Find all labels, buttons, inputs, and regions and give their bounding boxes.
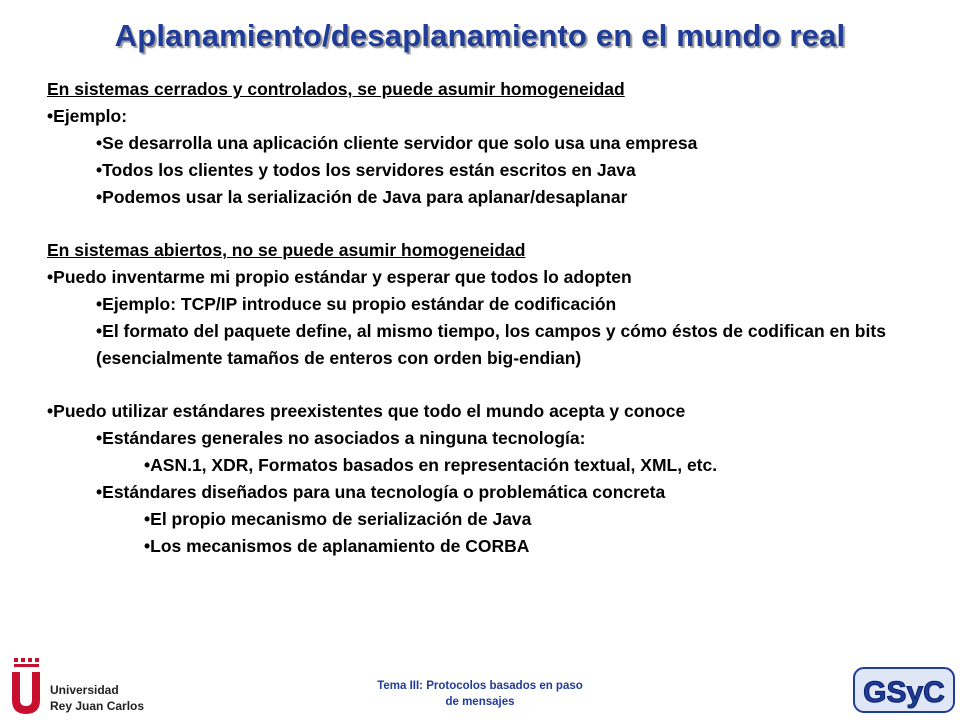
bullet-icon: • bbox=[96, 294, 103, 314]
list-item: •El propio mecanismo de serialización de Java bbox=[144, 509, 532, 529]
bullet-icon: • bbox=[96, 482, 103, 502]
list-item: •ASN.1, XDR, Formatos basados en representación textual, XML, etc. bbox=[144, 455, 718, 475]
list-item: •Se desarrolla una aplicación cliente servidor que solo usa una empresa bbox=[96, 133, 698, 153]
list-item: •Ejemplo: TCP/IP introduce su propio estándar de codificación bbox=[96, 294, 617, 314]
bullet-icon: • bbox=[96, 187, 103, 207]
bullet-icon: • bbox=[144, 455, 151, 475]
list-item: •Todos los clientes y todos los servidores están escritos en Java bbox=[96, 160, 636, 180]
bullet-icon: • bbox=[47, 401, 54, 421]
bullet-icon: • bbox=[96, 160, 103, 180]
svg-text:GSyC: GSyC bbox=[863, 676, 945, 709]
svg-text:Universidad: Universidad bbox=[50, 683, 119, 697]
bullet-icon: • bbox=[47, 267, 54, 287]
footer-caption bbox=[330, 678, 630, 710]
urjc-logo-icon bbox=[8, 656, 168, 718]
footer-line-1: Tema III: Protocolos basados en paso bbox=[377, 680, 583, 692]
svg-text:Rey Juan Carlos: Rey Juan Carlos bbox=[50, 699, 145, 713]
list-item: •Los mecanismos de aplanamiento de CORBA bbox=[144, 536, 530, 556]
list-item: •Estándares diseñados para una tecnología o problemática concreta bbox=[96, 482, 666, 502]
bullet-icon: • bbox=[144, 536, 151, 556]
slide-body bbox=[47, 76, 927, 560]
slide-title: Aplanamiento/desaplanamiento en el mundo real bbox=[114, 18, 846, 53]
bullet-icon: • bbox=[96, 133, 103, 153]
bullet-icon: • bbox=[96, 321, 103, 341]
bullet-icon: • bbox=[47, 106, 54, 126]
list-item: •Ejemplo: bbox=[47, 106, 128, 126]
section-heading-open: En sistemas abiertos, no se puede asumir homogeneidad bbox=[47, 240, 526, 260]
urjc-logo bbox=[8, 656, 168, 718]
section-heading-closed: En sistemas cerrados y controlados, se puede asumir homogeneidad bbox=[47, 79, 625, 99]
gsyc-logo bbox=[852, 664, 956, 716]
list-item: •Estándares generales no asociados a ninguna tecnología: bbox=[96, 428, 586, 448]
gsyc-logo-icon bbox=[852, 664, 956, 716]
bullet-icon: • bbox=[96, 428, 103, 448]
list-item: •Puedo inventarme mi propio estándar y esperar que todos lo adopten bbox=[47, 267, 632, 287]
bullet-icon: • bbox=[144, 509, 151, 529]
footer-line-2: de mensajes bbox=[445, 696, 515, 708]
list-item: •Podemos usar la serialización de Java para aplanar/desaplanar bbox=[96, 187, 628, 207]
list-item: •Puedo utilizar estándares preexistentes que todo el mundo acepta y conoce bbox=[47, 401, 686, 421]
list-item: •El formato del paquete define, al mismo tiempo, los campos y cómo éstos de codifican en bits (esencialmente tamaños de enteros con orden big-endian) bbox=[96, 321, 886, 368]
